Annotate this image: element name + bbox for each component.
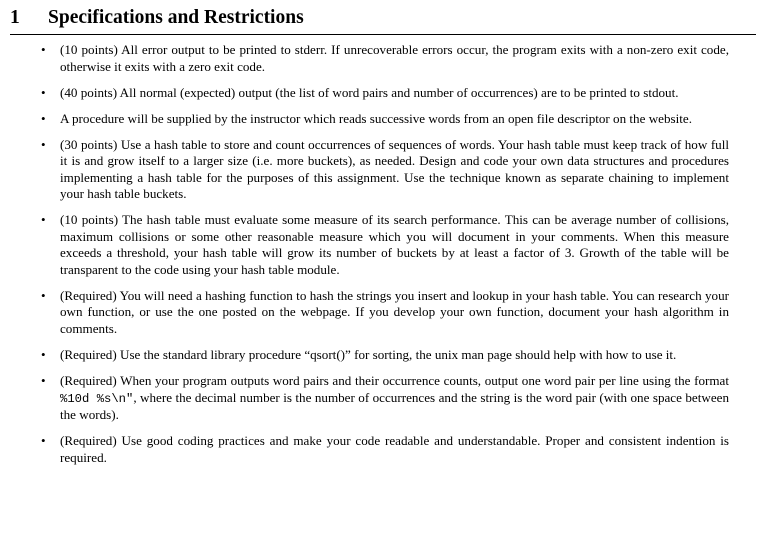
item-text: (30 points) Use a hash table to store and count occurrences of sequences of words. Your hash table must keep track of how full it is and grow itself to a larger size (i.e. more buckets), as needed. Design and code your own data structures and procedures implementing a hash table for the purposes of this assignment. Use the technique known as separate chaining to implement your hash table buckets. — [60, 136, 729, 202]
item-text: A procedure will be supplied by the instructor which reads successive words from an open file descriptor on the website. — [60, 110, 692, 126]
list-item — [0, 373, 766, 424]
section-number: 1 — [10, 7, 20, 28]
item-text: (Required) Use good coding practices and make your code readable and understandable. Proper and consistent indention is required. — [60, 433, 729, 465]
format-string-code: %10d %s\n" — [60, 391, 134, 406]
list-item — [0, 111, 766, 128]
bullet-icon: • — [41, 136, 46, 152]
list-item — [0, 433, 766, 466]
bullet-icon: • — [41, 212, 46, 228]
item-text: (Required) You will need a hashing function to hash the strings you insert and lookup in your hash table. You can research your own function, or use the one posted on the webpage. If you develop your own function, document your hash algorithm in comments. — [60, 287, 729, 336]
bullet-icon: • — [41, 433, 46, 449]
section-title: Specifications and Restrictions — [48, 7, 304, 28]
item-text: (Required) Use the standard library procedure “qsort()” for sorting, the unix man page should help with how to use it. — [60, 347, 677, 363]
item-text-before-code: (Required) When your program outputs word pairs and their occurrence counts, output one word pair per line using the format — [60, 373, 729, 389]
heading-rule — [10, 34, 756, 35]
item-text-after-code: , where the decimal number is the number of occurrences and the string is the word pair (with one space between the words). — [60, 389, 730, 423]
item-text: (10 points) All error output to be printed to stderr. If unrecoverable errors occur, the program exits with a non-zero exit code, otherwise it exits with a zero exit code. — [60, 42, 729, 74]
requirements-list — [0, 42, 766, 476]
bullet-icon: • — [41, 287, 46, 303]
list-item — [0, 212, 766, 278]
list-item — [0, 137, 766, 203]
bullet-icon: • — [41, 42, 46, 57]
list-item — [0, 288, 766, 338]
bullet-icon: • — [41, 347, 46, 363]
section-heading — [10, 6, 304, 30]
bullet-icon: • — [41, 84, 46, 100]
list-item — [0, 85, 766, 102]
item-text: (40 points) All normal (expected) output (the list of word pairs and number of occurrences) are to be printed to stdout. — [60, 84, 679, 100]
bullet-icon: • — [41, 110, 46, 126]
item-text: (10 points) The hash table must evaluate some measure of its search performance. This can be average number of collisions, maximum collisions or some other reasonable measure which you will document in your comments. When this measure exceeds a threshold, your hash table will grow its number of buckets by at least a factor of 3. Growth of the table will be transparent to the code using your hash table module. — [60, 212, 729, 277]
list-item — [0, 347, 766, 364]
list-item — [0, 42, 766, 75]
bullet-icon: • — [41, 373, 46, 389]
